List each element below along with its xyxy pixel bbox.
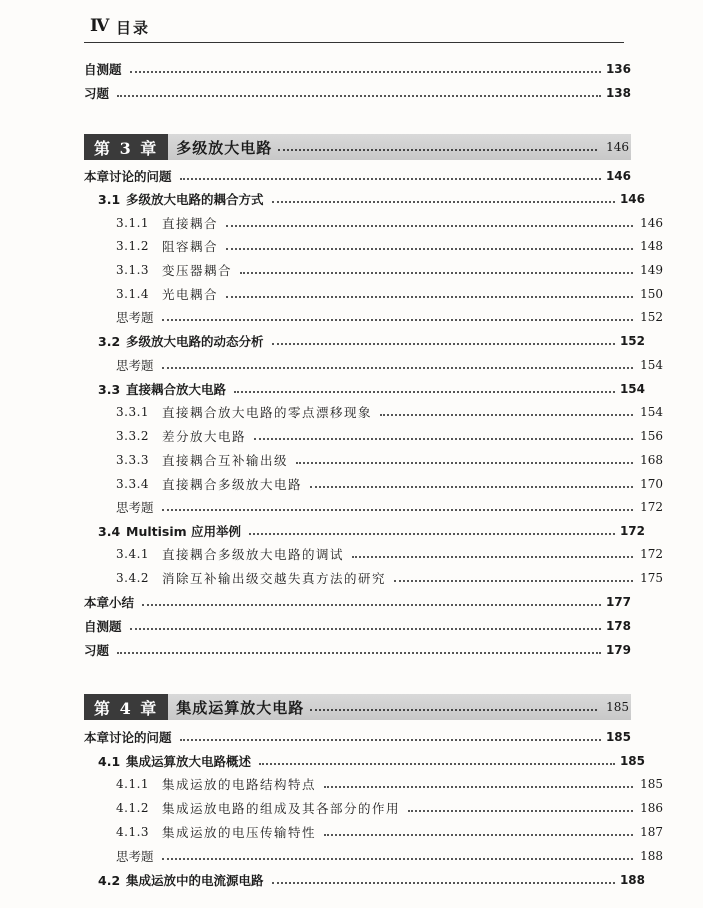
entry-number: 4.1.2	[116, 801, 150, 815]
toc-entry-summary[interactable]	[84, 591, 631, 613]
entry-title: 光电耦合	[162, 287, 219, 302]
entry-number: 3.3	[98, 381, 121, 397]
entry-page: 178	[605, 619, 631, 633]
toc-subsection[interactable]	[84, 567, 663, 589]
entry-page: 185	[605, 730, 631, 744]
dot-leader	[259, 761, 615, 765]
entry-title: 习题	[84, 643, 110, 658]
entry-number: 3.1.1	[116, 216, 150, 230]
dot-leader	[272, 199, 615, 203]
dot-leader	[324, 832, 633, 836]
entry-page: 172	[640, 547, 663, 561]
dot-leader	[240, 270, 633, 274]
dot-leader	[234, 389, 615, 393]
dot-leader	[130, 626, 601, 630]
chapter-title: 集成运算放大电路	[176, 698, 305, 717]
entry-page: 188	[640, 849, 663, 863]
page-number-label: Ⅳ	[90, 16, 110, 36]
toc-subsection[interactable]	[84, 235, 663, 257]
entry-title: 直接耦合多级放大电路的调试	[162, 547, 345, 562]
entry-page: 186	[640, 801, 663, 815]
toc-section[interactable]	[84, 750, 645, 772]
entry-title: 本章讨论的问题	[84, 169, 172, 184]
entry-page: 152	[640, 310, 663, 324]
entry-page: 172	[640, 500, 663, 514]
toc-entry-exercises[interactable]	[84, 82, 631, 104]
toc-section[interactable]	[84, 188, 645, 210]
dot-leader	[310, 484, 633, 488]
entry-number: 3.4.2	[116, 571, 150, 585]
toc-thinking-questions[interactable]	[84, 354, 663, 376]
entry-title: 多级放大电路的耦合方式	[126, 192, 264, 207]
dot-leader	[296, 460, 633, 464]
entry-number: 3.4	[98, 523, 121, 539]
chapter-3-heading[interactable]	[84, 134, 631, 160]
toc-subsection[interactable]	[84, 259, 663, 281]
toc-section[interactable]	[84, 520, 645, 542]
chapter-page: 146	[606, 140, 629, 154]
toc-entry[interactable]	[84, 165, 631, 187]
entry-title: 自测题	[84, 62, 122, 77]
entry-title: 习题	[84, 86, 110, 101]
entry-page: 185	[619, 754, 645, 768]
dot-leader	[408, 808, 633, 812]
dot-leader	[162, 365, 633, 369]
entry-title: 本章讨论的问题	[84, 730, 172, 745]
toc-section[interactable]	[84, 330, 645, 352]
entry-title: 本章小结	[84, 595, 135, 610]
entry-number: 4.1.3	[116, 825, 150, 839]
entry-number: 4.1.1	[116, 777, 150, 791]
toc-subsection[interactable]	[84, 473, 663, 495]
entry-number: 4.2	[98, 872, 121, 888]
entry-page: 185	[640, 777, 663, 791]
entry-page: 168	[640, 453, 663, 467]
toc-subsection[interactable]	[84, 425, 663, 447]
toc-subsection[interactable]	[84, 212, 663, 234]
dot-leader	[278, 147, 597, 151]
entry-number: 3.1	[98, 191, 121, 207]
toc-subsection[interactable]	[84, 797, 663, 819]
entry-page: 170	[640, 477, 663, 491]
entry-title: 阻容耦合	[162, 239, 219, 254]
dot-leader	[117, 650, 601, 654]
entry-number: 3.3.3	[116, 453, 150, 467]
entry-number: 3.2	[98, 333, 121, 349]
entry-page: 150	[640, 287, 663, 301]
chapter-4-heading[interactable]	[84, 694, 631, 720]
dot-leader	[226, 246, 633, 250]
chapter-page: 185	[606, 700, 629, 714]
entry-title: 消除互补输出级交越失真方法的研究	[162, 571, 387, 586]
entry-page: 156	[640, 429, 663, 443]
toc-section[interactable]	[84, 378, 645, 400]
toc-entry-self-test[interactable]	[84, 58, 631, 80]
entry-page: 179	[605, 643, 631, 657]
toc-entry-self-test[interactable]	[84, 615, 631, 637]
toc-thinking-questions[interactable]	[84, 496, 663, 518]
dot-leader	[142, 602, 601, 606]
entry-title: 直接耦合	[162, 216, 219, 231]
toc-section[interactable]	[84, 869, 645, 891]
toc-thinking-questions[interactable]	[84, 306, 663, 328]
dot-leader	[324, 784, 633, 788]
entry-title: Multisim 应用举例	[126, 524, 241, 539]
entry-title: 变压器耦合	[162, 263, 233, 278]
toc-subsection[interactable]	[84, 773, 663, 795]
entry-number: 3.1.4	[116, 287, 150, 301]
dot-leader	[352, 554, 633, 558]
entry-page: 154	[619, 382, 645, 396]
entry-page: 172	[619, 524, 645, 538]
entry-page: 146	[619, 192, 645, 206]
dot-leader	[180, 176, 601, 180]
dot-leader	[249, 531, 615, 535]
toc-subsection[interactable]	[84, 283, 663, 305]
entry-title: 多级放大电路的动态分析	[126, 334, 264, 349]
dot-leader	[180, 737, 601, 741]
entry-title: 直接耦合互补输出级	[162, 453, 289, 468]
toc-subsection[interactable]	[84, 821, 663, 843]
toc-thinking-questions[interactable]	[84, 845, 663, 867]
dot-leader	[226, 294, 633, 298]
entry-title: 集成运放的电压传输特性	[162, 825, 317, 840]
entry-title: 思考题	[116, 849, 154, 864]
dot-leader	[310, 707, 597, 711]
entry-number: 3.3.4	[116, 477, 150, 491]
entry-number: 3.3.1	[116, 405, 150, 419]
entry-title: 集成运算放大电路概述	[126, 754, 252, 769]
entry-number: 3.1.2	[116, 239, 150, 253]
dot-leader	[117, 93, 601, 97]
dot-leader	[272, 880, 615, 884]
entry-title: 差分放大电路	[162, 429, 247, 444]
entry-title: 思考题	[116, 310, 154, 325]
entry-page: 146	[640, 216, 663, 230]
entry-title: 直接耦合多级放大电路	[162, 477, 303, 492]
entry-title: 思考题	[116, 500, 154, 515]
dot-leader	[254, 436, 633, 440]
entry-title: 直接耦合放大电路	[126, 382, 227, 397]
dot-leader	[380, 412, 633, 416]
entry-title: 自测题	[84, 619, 122, 634]
chapter-title: 多级放大电路	[176, 138, 273, 157]
dot-leader	[272, 341, 615, 345]
entry-number: 4.1	[98, 753, 121, 769]
entry-page: 152	[619, 334, 645, 348]
entry-title: 直接耦合放大电路的零点漂移现象	[162, 405, 373, 420]
entry-title: 思考题	[116, 358, 154, 373]
entry-page: 136	[605, 62, 631, 76]
dot-leader	[162, 317, 633, 321]
page-header	[84, 10, 624, 43]
entry-page: 146	[605, 169, 631, 183]
entry-number: 3.1.3	[116, 263, 150, 277]
entry-number: 3.3.2	[116, 429, 150, 443]
entry-page: 138	[605, 86, 631, 100]
page-title: 目录	[116, 19, 151, 37]
dot-leader	[130, 69, 601, 73]
chapter-label: 第 4 章	[84, 694, 168, 720]
entry-page: 177	[605, 595, 631, 609]
toc-subsection[interactable]	[84, 449, 663, 471]
toc-subsection[interactable]	[84, 401, 663, 423]
entry-number: 3.4.1	[116, 547, 150, 561]
chapter-label: 第 3 章	[84, 134, 168, 160]
entry-page: 187	[640, 825, 663, 839]
entry-page: 175	[640, 571, 663, 585]
dot-leader	[394, 578, 633, 582]
toc-entry[interactable]	[84, 726, 631, 748]
entry-title: 集成运放中的电流源电路	[126, 873, 264, 888]
dot-leader	[162, 856, 633, 860]
dot-leader	[162, 507, 633, 511]
dot-leader	[226, 223, 633, 227]
entry-title: 集成运放电路的组成及其各部分的作用	[162, 801, 401, 816]
entry-page: 154	[640, 405, 663, 419]
entry-page: 149	[640, 263, 663, 277]
entry-page: 154	[640, 358, 663, 372]
toc-entry-exercises[interactable]	[84, 639, 631, 661]
entry-page: 148	[640, 239, 663, 253]
entry-title: 集成运放的电路结构特点	[162, 777, 317, 792]
entry-page: 188	[619, 873, 645, 887]
toc-subsection[interactable]	[84, 543, 663, 565]
